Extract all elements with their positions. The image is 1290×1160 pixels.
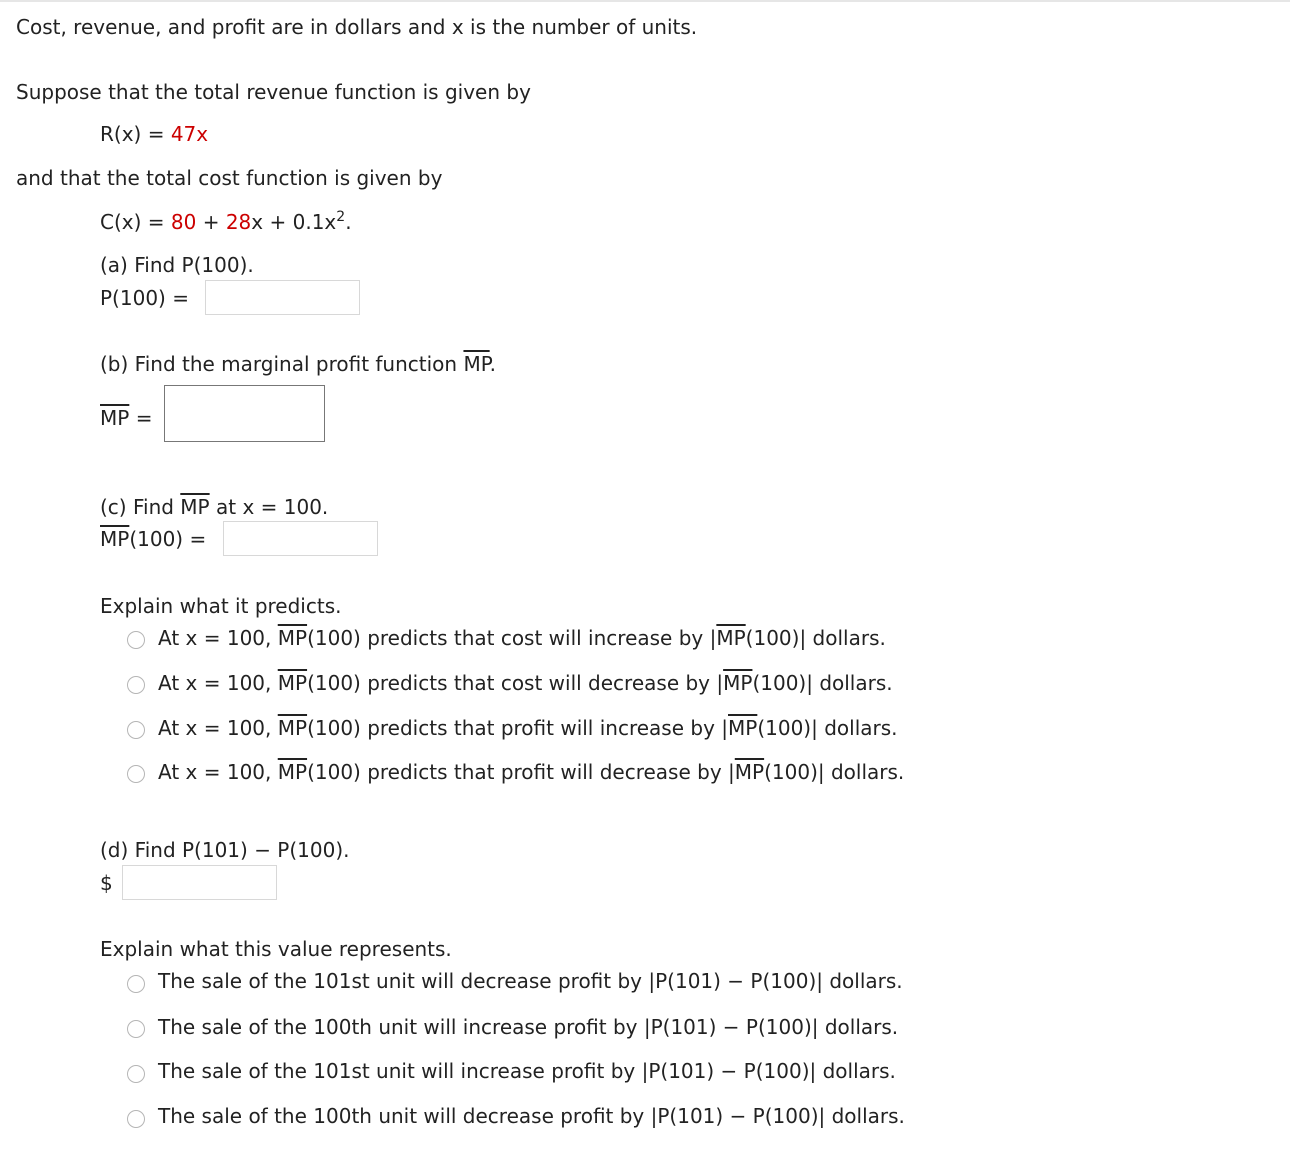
part-c-answer-label	[100, 526, 206, 552]
part-a-answer-label: P(100) =	[100, 286, 189, 310]
revenue-function	[100, 121, 208, 147]
part-b-answer-eq: =	[135, 406, 153, 430]
revenue-intro: Suppose that the total revenue function is given by	[16, 80, 531, 104]
d-option-1-label[interactable]: The sale of the 101st unit will decrease profit by |P(101) − P(100)| dollars.	[158, 969, 903, 993]
part-b-text: (b) Find the marginal profit function	[100, 352, 458, 376]
part-c-answer-input[interactable]	[223, 521, 378, 556]
c-option-post: (100)| dollars.	[757, 716, 898, 740]
cost-coef: 28	[225, 210, 252, 234]
part-c-answer-rest: (100) =	[129, 527, 207, 551]
part-a-answer-input[interactable]	[205, 280, 360, 315]
c-option-post: (100)| dollars.	[752, 671, 893, 695]
part-b-answer-input[interactable]	[164, 385, 325, 442]
cost-exponent: 2	[336, 209, 346, 225]
c-option-mp: $\overline{MP}$	[277, 716, 308, 740]
cost-plus2: +	[269, 210, 287, 234]
intro-text: Cost, revenue, and profit are in dollars and x is the number of units.	[16, 15, 698, 39]
explain-d-heading: Explain what this value represents.	[100, 937, 452, 961]
radio-d-option-1[interactable]	[127, 975, 145, 993]
radio-c-option-3[interactable]	[127, 721, 145, 739]
part-c-label	[100, 494, 328, 520]
c-option-mp: $\overline{MP}$	[716, 626, 746, 650]
c-option-mid: (100) predicts that cost will decrease by |	[307, 671, 724, 695]
c-option-2-label[interactable]	[158, 670, 893, 696]
c-option-mp: $\overline{MP}$	[277, 626, 308, 650]
c-option-pre: At x = 100,	[158, 671, 272, 695]
c-option-mp: $\overline{MP}$	[723, 671, 753, 695]
part-c-mp: $\overline{MP}$	[180, 495, 210, 519]
c-option-pre: At x = 100,	[158, 626, 272, 650]
cost-intro: and that the total cost function is given by	[16, 166, 443, 190]
c-option-4-label[interactable]	[158, 759, 904, 785]
c-option-mid: (100) predicts that profit will decrease by |	[307, 760, 735, 784]
revenue-eq: =	[147, 122, 165, 146]
c-option-3-label[interactable]	[158, 715, 898, 741]
cost-quad: 0.1x	[292, 210, 337, 234]
radio-d-option-3[interactable]	[127, 1065, 145, 1083]
cost-lhs: C(x)	[100, 210, 142, 234]
part-d-currency: $	[100, 871, 113, 895]
part-c-answer-mp: $\overline{MP}$	[100, 527, 130, 551]
cost-function	[100, 209, 352, 235]
radio-c-option-4[interactable]	[127, 765, 145, 783]
radio-d-option-2[interactable]	[127, 1020, 145, 1038]
revenue-var: x	[196, 122, 209, 146]
d-option-4-label[interactable]: The sale of the 100th unit will decrease profit by |P(101) − P(100)| dollars.	[158, 1104, 905, 1128]
radio-c-option-2[interactable]	[127, 676, 145, 694]
cost-end: .	[345, 210, 352, 234]
cost-const: 80	[170, 210, 197, 234]
c-option-pre: At x = 100,	[158, 760, 272, 784]
c-option-pre: At x = 100,	[158, 716, 272, 740]
part-c-pre: (c) Find	[100, 495, 174, 519]
c-option-mid: (100) predicts that cost will increase by |	[307, 626, 717, 650]
explain-c-heading: Explain what it predicts.	[100, 594, 342, 618]
part-b-mp: $\overline{MP}$	[463, 352, 490, 376]
part-a-label: (a) Find P(100).	[100, 253, 254, 277]
part-b-answer-label	[100, 405, 152, 431]
c-option-mid: (100) predicts that profit will increase by |	[307, 716, 728, 740]
part-d-label: (d) Find P(101) − P(100).	[100, 838, 350, 862]
part-d-answer-input[interactable]	[122, 865, 277, 900]
top-divider	[0, 0, 1290, 2]
cost-eq: =	[147, 210, 165, 234]
c-option-post: (100)| dollars.	[745, 626, 886, 650]
cost-plus1: +	[202, 210, 220, 234]
revenue-coef: 47	[170, 122, 197, 146]
c-option-post: (100)| dollars.	[764, 760, 905, 784]
d-option-2-label[interactable]: The sale of the 100th unit will increase profit by |P(101) − P(100)| dollars.	[158, 1015, 899, 1039]
part-b-answer-mp: $\overline{MP}$	[100, 406, 130, 430]
radio-c-option-1[interactable]	[127, 631, 145, 649]
part-c-post: at x = 100.	[215, 495, 329, 519]
revenue-lhs: R(x)	[100, 122, 142, 146]
c-option-mp: $\overline{MP}$	[728, 716, 758, 740]
radio-d-option-4[interactable]	[127, 1110, 145, 1128]
c-option-mp: $\overline{MP}$	[734, 760, 765, 784]
part-b-period: .	[489, 352, 497, 376]
d-option-3-label[interactable]: The sale of the 101st unit will increase profit by |P(101) − P(100)| dollars.	[158, 1059, 896, 1083]
part-b-label	[100, 351, 496, 377]
c-option-mp: $\overline{MP}$	[277, 760, 308, 784]
c-option-mp: $\overline{MP}$	[277, 671, 308, 695]
cost-var: x	[251, 210, 264, 234]
c-option-1-label[interactable]	[158, 625, 886, 651]
